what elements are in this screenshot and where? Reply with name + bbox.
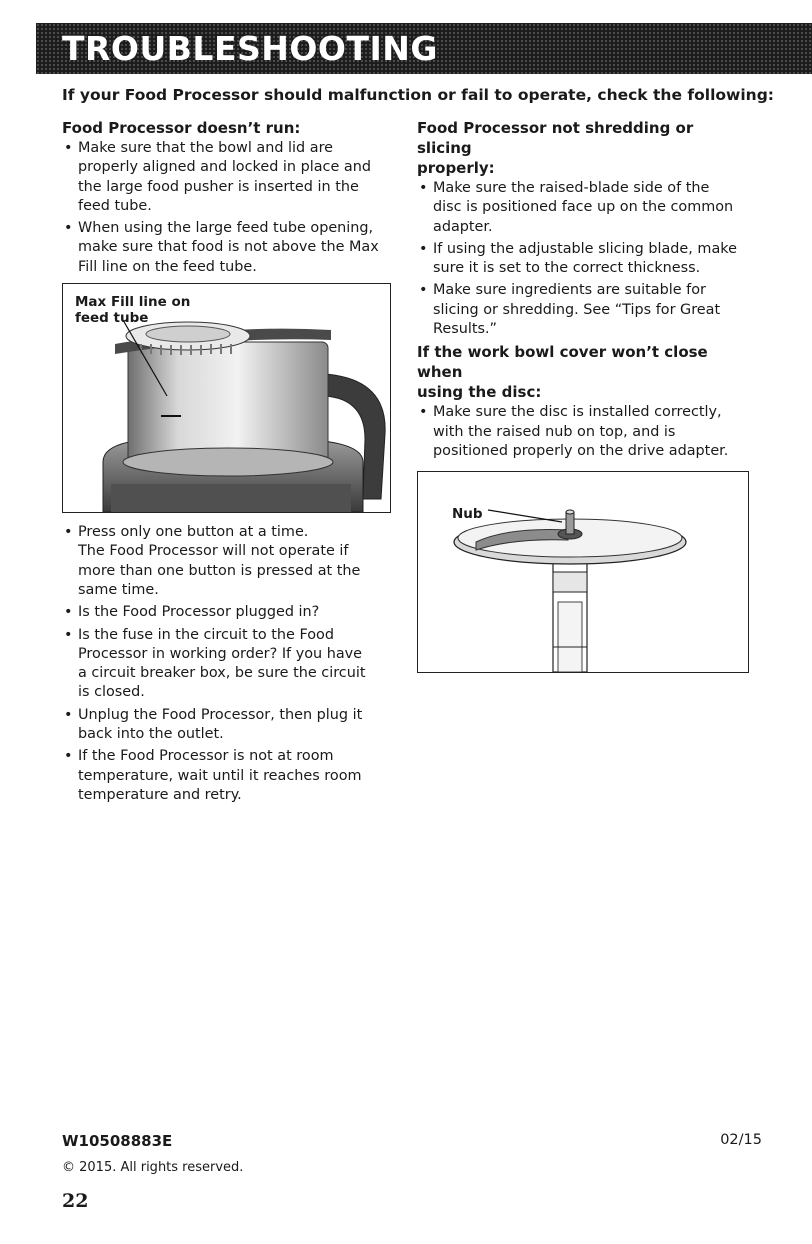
page-number: 22 [62,1190,89,1212]
line: • If using the adjustable slicing blade, make [433,240,737,257]
copyright-text: © 2015. All rights reserved. [62,1160,244,1175]
disc-nub-illustration [417,471,749,673]
line: is closed. [78,684,145,701]
left-column [62,118,392,808]
line: positioned properly on the drive adapter. [433,442,729,459]
line: with the raised nub on top, and is [433,423,676,440]
line: back into the outlet. [78,726,224,743]
line: • Press only one button at a time. [78,524,309,541]
list-item [62,626,392,703]
bullet-list-top [62,139,392,277]
max-fill-label [75,294,190,326]
line: • Make sure ingredients are suitable for [433,282,706,299]
list-item [417,403,752,461]
label-line: Max Fill line on [75,294,191,311]
line: • If the Food Processor is not at room [78,748,334,765]
list-item [62,706,392,745]
section-heading-doesnt-run: Food Processor doesn’t run: [62,119,301,137]
bullet-list-shredding [417,179,752,339]
line: • When using the large feed tube opening, [78,220,374,237]
line: sure it is set to the correct thickness. [433,260,701,277]
line: properly aligned and locked in place and [78,159,371,176]
page-title: TROUBLESHOOTING [62,29,438,68]
list-item [62,603,392,622]
disc-drawing [418,472,748,672]
heading-line: properly: [417,159,495,177]
bullet-list-cover [417,403,752,461]
line: adapter. [433,218,493,235]
line: the large food pusher is inserted in the [78,178,359,195]
list-item [62,747,392,805]
line: • Unplug the Food Processor, then plug it [78,706,363,723]
right-column [417,118,752,673]
line: • Is the Food Processor plugged in? [78,604,320,621]
line: same time. [78,581,159,598]
feed-tube-illustration [62,283,391,513]
nub-label: Nub [452,506,483,523]
list-item [417,281,752,339]
list-item [417,179,752,237]
list-item [62,219,392,277]
line: slicing or shredding. See “Tips for Great [433,301,721,318]
line: temperature and retry. [78,786,242,803]
list-item [417,240,752,279]
line: • Make sure the disc is installed correctly, [433,404,722,421]
label-line: feed tube [75,310,149,327]
line: • Make sure that the bowl and lid are [78,140,334,156]
line: a circuit breaker box, be sure the circuit [78,665,366,682]
intro-text: If your Food Processor should malfunction or fail to operate, check the following: [62,86,774,104]
list-item [62,139,392,216]
heading-line: Food Processor not shredding or slicing [417,119,694,157]
line: Processor in working order? If you have [78,645,363,662]
list-item [62,523,392,600]
line: more than one button is pressed at the [78,562,361,579]
line: • Is the fuse in the circuit to the Food [78,626,334,643]
line: make sure that food is not above the Max [78,239,379,256]
bullet-list-bottom [62,523,392,805]
line: The Food Processor will not operate if [78,543,349,560]
section-heading-cover-wont-close [417,342,752,402]
line: • Make sure the raised-blade side of the [433,180,710,196]
heading-line: using the disc: [417,383,542,402]
line: disc is positioned face up on the common [433,199,734,216]
line: feed tube. [78,197,152,214]
document-date: 02/15 [720,1132,762,1148]
line: temperature, wait until it reaches room [78,767,362,784]
heading-line: If the work bowl cover won’t close when [417,343,708,382]
document-code: W10508883E [62,1132,173,1150]
section-heading-not-shredding [417,118,752,178]
line: Fill line on the feed tube. [78,258,257,275]
line: Results.” [433,321,497,338]
